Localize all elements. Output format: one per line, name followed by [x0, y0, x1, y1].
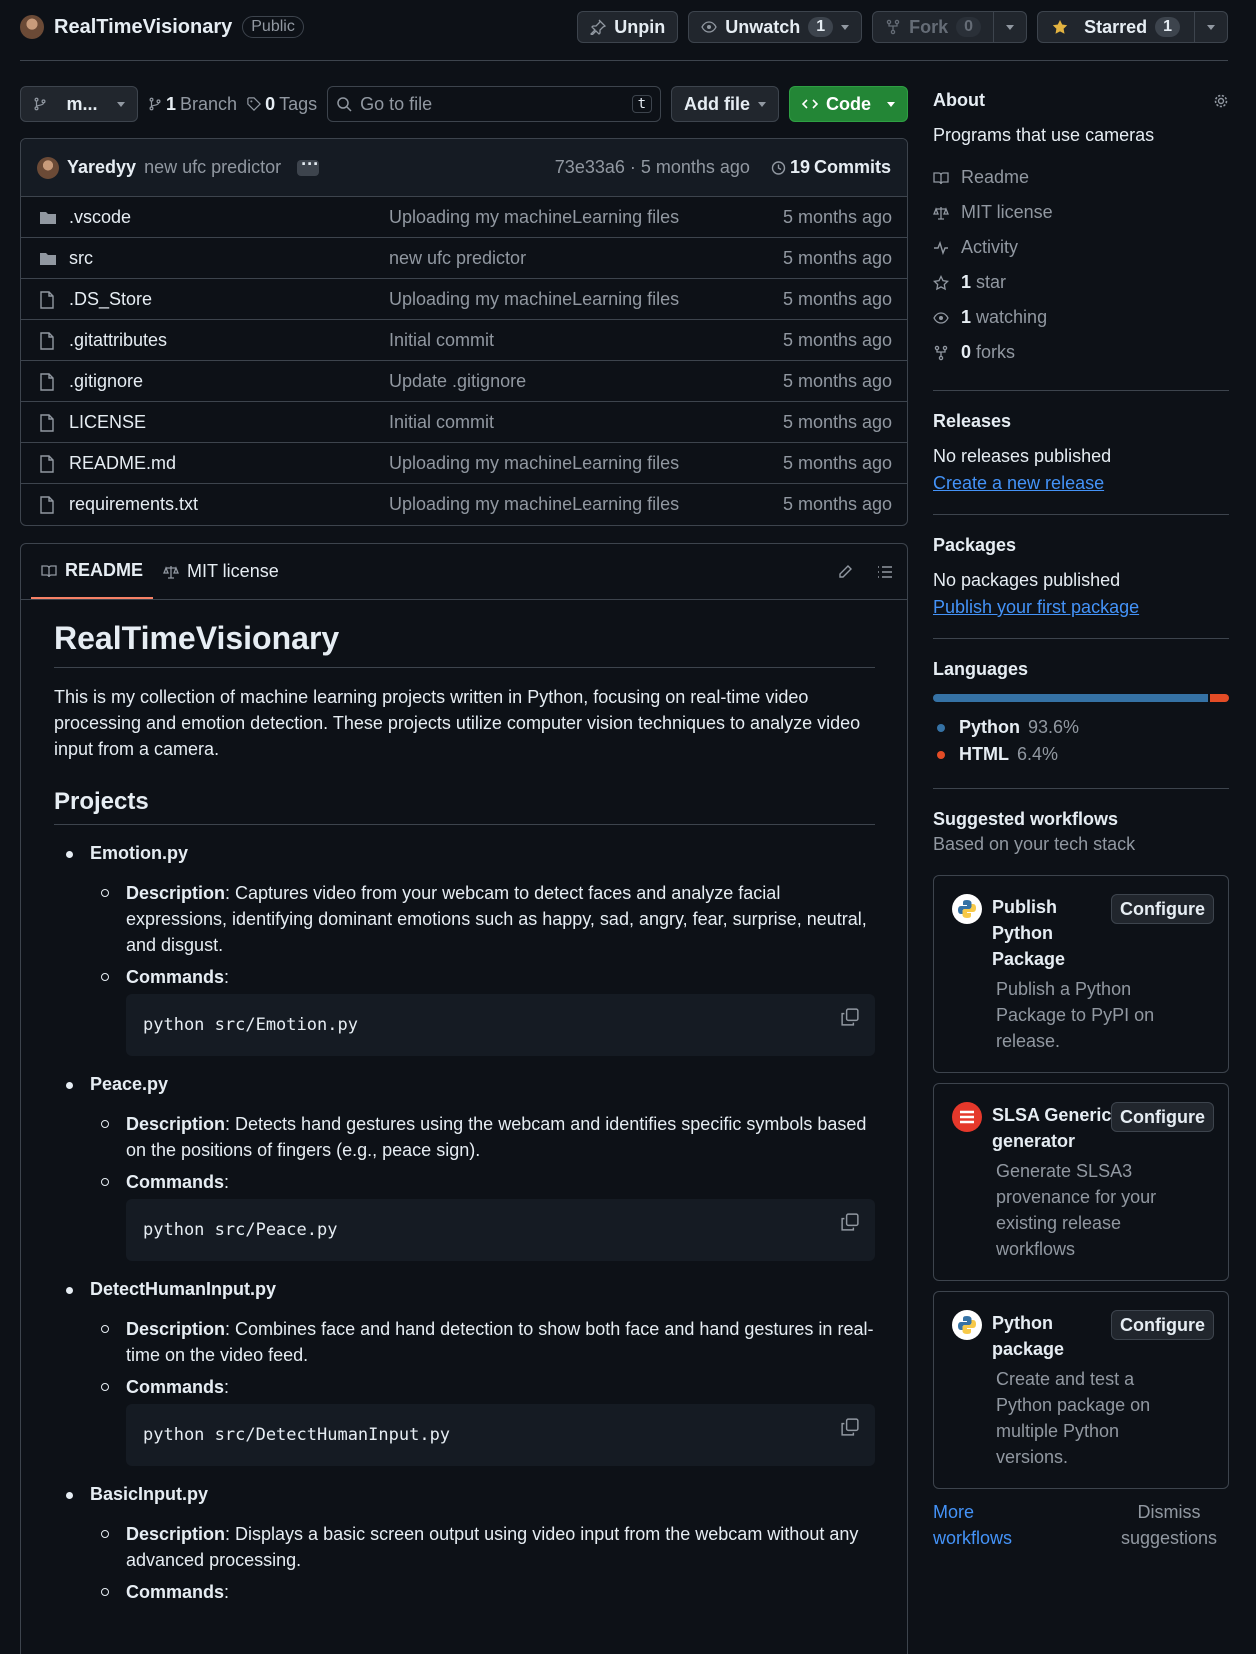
- readme-tabs: [21, 544, 907, 600]
- project-name: Emotion.py: [90, 843, 875, 864]
- file-commit-message[interactable]: Update .gitignore: [389, 370, 527, 391]
- commit-details-toggle[interactable]: [297, 160, 319, 176]
- project-description: [126, 880, 875, 958]
- language-list: [933, 714, 1229, 768]
- file-row: [21, 402, 907, 443]
- description-text: : Displays a basic screen output using video input from the webcam without any advanced processing.: [126, 1524, 859, 1570]
- project-description: [126, 1316, 875, 1368]
- language-dot: [937, 724, 945, 732]
- sidebar-forks-link[interactable]: [933, 335, 1229, 370]
- branch-count: 1: [166, 93, 177, 114]
- file-icon: [39, 291, 55, 309]
- file-commit-age: 5 months ago: [783, 452, 893, 473]
- language-dot: [937, 751, 945, 759]
- book-icon: [41, 563, 57, 579]
- pin-icon: [590, 19, 606, 35]
- file-name-link[interactable]: .gitattributes: [69, 329, 168, 350]
- workflow-title: Python package: [992, 1313, 1065, 1359]
- file-list: [21, 197, 907, 525]
- description-label: Description: [126, 883, 226, 903]
- file-commit-message[interactable]: Uploading my machineLearning files: [389, 452, 680, 473]
- go-to-file-input[interactable]: [327, 86, 661, 122]
- branch-name: m...: [66, 93, 98, 114]
- sidebar-readme-link[interactable]: [933, 160, 1229, 195]
- file-type-icon: [39, 330, 63, 351]
- about-description: Programs that use cameras: [933, 125, 1155, 145]
- file-row: [21, 484, 907, 525]
- fork-split-button: [872, 11, 1027, 43]
- file-commit-message[interactable]: Uploading my machineLearning files: [389, 494, 680, 514]
- latest-commit-bar: [21, 139, 907, 197]
- file-row: [21, 197, 907, 238]
- file-commit-message[interactable]: Initial commit: [389, 329, 495, 350]
- file-type-icon: [39, 453, 63, 474]
- fork-icon: [933, 345, 949, 361]
- file-name-link[interactable]: LICENSE: [69, 411, 147, 432]
- forks-count: 0: [961, 342, 972, 362]
- file-row: [21, 320, 907, 361]
- file-name-link[interactable]: src: [69, 247, 93, 268]
- file-row: [21, 361, 907, 402]
- eye-icon: [933, 310, 949, 326]
- fork-options-button[interactable]: [993, 11, 1027, 43]
- header-actions: [577, 11, 1228, 43]
- watching-label: watching: [976, 307, 1048, 327]
- sidebar-activity-label: Activity: [961, 237, 1019, 257]
- language-percent: 93.6%: [1028, 717, 1080, 737]
- fork-button[interactable]: [872, 11, 994, 43]
- configure-button[interactable]: Configure: [1111, 1310, 1214, 1340]
- chevron-down-icon: [887, 102, 895, 107]
- command-code-block: [126, 994, 875, 1056]
- file-commit-message[interactable]: Uploading my machineLearning files: [389, 206, 680, 227]
- unpin-button[interactable]: [577, 11, 678, 43]
- file-type-icon: [39, 371, 63, 392]
- add-file-button[interactable]: [671, 86, 779, 122]
- description-label: Description: [126, 1524, 226, 1544]
- chevron-down-icon: [1006, 25, 1014, 30]
- project-item: [90, 1074, 875, 1261]
- branch-select[interactable]: [20, 86, 138, 122]
- file-icon: [39, 332, 55, 350]
- project-commands: Commands:: [126, 1169, 875, 1195]
- dismiss-suggestions-button[interactable]: Dismiss suggestions: [1120, 1502, 1218, 1548]
- about-heading: About: [933, 90, 985, 110]
- commits-label: Commits: [813, 157, 891, 177]
- language-name: Python: [959, 717, 1020, 737]
- repo-header: [20, 12, 304, 42]
- unwatch-label: Unwatch: [725, 16, 801, 37]
- file-row: [21, 443, 907, 484]
- workflow-title: SLSA Generic generator: [992, 1105, 1112, 1151]
- sidebar-activity-link[interactable]: [933, 230, 1229, 265]
- watch-count: 1: [808, 17, 833, 37]
- commands-label: Commands: [126, 1172, 225, 1192]
- chevron-down-icon: [117, 102, 125, 107]
- language-bar: [933, 694, 1229, 702]
- file-name-link[interactable]: requirements.txt: [69, 494, 199, 514]
- sidebar-readme-label: Readme: [961, 167, 1030, 187]
- workflow-description: Publish a Python Package to PyPI on release.: [996, 979, 1155, 1051]
- description-text: : Combines face and hand detection to show both face and hand gestures in real-time on the video feed.: [126, 1319, 874, 1365]
- file-row: [21, 279, 907, 320]
- file-commit-age: 5 months ago: [783, 206, 893, 227]
- tag-icon: [247, 97, 261, 111]
- file-commit-age: 5 months ago: [783, 370, 893, 391]
- fork-icon: [885, 19, 901, 35]
- file-type-icon: [39, 494, 63, 515]
- sidebar: [933, 90, 1229, 1551]
- gear-icon[interactable]: [1213, 93, 1229, 109]
- file-icon: [39, 373, 55, 391]
- repo-toolbar: [20, 86, 908, 122]
- branches-link[interactable]: [148, 94, 237, 115]
- history-icon: [770, 160, 786, 176]
- workflow-cards: [933, 875, 1229, 1489]
- pulse-icon: [933, 240, 949, 256]
- code-icon: [802, 96, 818, 112]
- copy-icon[interactable]: [841, 1213, 859, 1231]
- star-filled-icon: [1052, 19, 1068, 35]
- releases-section: [933, 411, 1229, 515]
- readme-body: [21, 600, 907, 1605]
- create-release-link[interactable]: Create a new release: [933, 473, 1105, 493]
- go-to-file-placeholder: Go to file: [360, 93, 433, 114]
- commit-message[interactable]: new ufc predictor: [144, 157, 282, 177]
- file-type-icon: [39, 248, 63, 269]
- keyboard-shortcut-hint: t: [632, 95, 652, 113]
- file-icon: [39, 414, 55, 432]
- language-bar-segment: [933, 694, 1208, 702]
- language-item[interactable]: [933, 741, 1229, 768]
- file-icon: [39, 455, 55, 473]
- starred-label: Starred: [1084, 16, 1148, 37]
- language-bar-segment: [1210, 694, 1229, 702]
- branch-icon: [148, 97, 162, 111]
- workflow-title: Publish Python Package: [992, 897, 1066, 969]
- language-percent: 6.4%: [1016, 744, 1059, 764]
- workflows-heading: Suggested workflows: [933, 809, 1119, 829]
- tab-readme[interactable]: [31, 544, 153, 599]
- chevron-down-icon: [1207, 25, 1215, 30]
- project-name: BasicInput.py: [90, 1484, 875, 1505]
- workflows-subheading: Based on your tech stack: [933, 834, 1136, 854]
- law-icon: [163, 564, 179, 580]
- stars-label: star: [976, 272, 1007, 292]
- more-workflows-link[interactable]: More workflows: [933, 1502, 1013, 1548]
- file-table: [20, 138, 908, 526]
- folder-icon: [39, 210, 57, 226]
- workflow-description: Create and test a Python package on multiple Python versions.: [996, 1369, 1151, 1467]
- configure-button[interactable]: Configure: [1111, 894, 1214, 924]
- readme-tools: [837, 544, 893, 600]
- languages-heading: Languages: [933, 659, 1029, 679]
- python-logo-icon: [952, 1310, 982, 1340]
- python-logo-icon: [952, 894, 982, 924]
- readme-panel: [20, 543, 908, 1654]
- file-commit-age: 5 months ago: [783, 247, 893, 268]
- projects-list: [54, 843, 875, 1605]
- commit-author-avatar[interactable]: [37, 157, 59, 179]
- file-name-link[interactable]: README.md: [69, 452, 177, 473]
- commands-label: Commands: [126, 1377, 225, 1397]
- project-item: [90, 1279, 875, 1466]
- fork-label: Fork: [909, 16, 949, 37]
- sidebar-stars-link[interactable]: [933, 265, 1229, 300]
- publish-package-link[interactable]: Publish your first package: [933, 597, 1140, 617]
- eye-icon: [701, 19, 717, 35]
- law-icon: [933, 205, 949, 221]
- workflow-card: [933, 1083, 1229, 1281]
- projects-heading: Projects: [54, 788, 875, 825]
- slsa-logo-icon: [952, 1102, 982, 1132]
- command-code-block: [126, 1404, 875, 1466]
- file-type-icon: [39, 289, 63, 310]
- project-name: DetectHumanInput.py: [90, 1279, 875, 1300]
- stars-count: 1: [961, 272, 972, 292]
- releases-text: No releases published: [933, 446, 1112, 466]
- packages-text: No packages published: [933, 570, 1121, 590]
- branch-label: Branch: [180, 93, 238, 114]
- sidebar-watching-link[interactable]: [933, 300, 1229, 335]
- unpin-label: Unpin: [614, 16, 666, 37]
- commits-count: 19: [789, 157, 810, 177]
- header-divider: [20, 60, 1228, 61]
- file-name-link[interactable]: .vscode: [69, 206, 132, 227]
- copy-icon[interactable]: [841, 1418, 859, 1436]
- tag-label: Tags: [279, 93, 318, 114]
- watching-count: 1: [961, 307, 972, 327]
- command-code-block: [126, 1199, 875, 1261]
- language-name: HTML: [959, 744, 1009, 764]
- tab-license[interactable]: [153, 544, 289, 599]
- project-description: [126, 1521, 875, 1573]
- file-commit-message[interactable]: Uploading my machineLearning files: [389, 288, 680, 309]
- starred-button[interactable]: [1037, 11, 1195, 43]
- workflow-card: [933, 1291, 1229, 1489]
- forks-label: forks: [976, 342, 1016, 362]
- file-commit-age: 5 months ago: [783, 329, 893, 350]
- copy-icon[interactable]: [841, 1008, 859, 1026]
- project-commands: Commands:: [126, 964, 875, 990]
- readme-intro: This is my collection of machine learning projects written in Python, focusing on real-time video processing and emotion detection. These projects utilize computer vision techniques to analyze video input from a camera.: [54, 687, 861, 759]
- code-label: Code: [826, 93, 871, 114]
- visibility-badge: Public: [242, 16, 304, 38]
- commit-author[interactable]: Yaredyy: [67, 157, 137, 177]
- repo-title[interactable]: RealTimeVisionary: [54, 15, 233, 38]
- fork-count: 0: [956, 17, 981, 37]
- command-text: python src/Emotion.py: [143, 1015, 358, 1035]
- command-text: python src/DetectHumanInput.py: [143, 1425, 451, 1445]
- file-name-link[interactable]: .DS_Store: [69, 288, 153, 309]
- tag-count: 0: [265, 93, 276, 114]
- code-button[interactable]: [789, 86, 908, 122]
- languages-section: [933, 659, 1229, 789]
- file-icon: [39, 496, 55, 514]
- description-label: Description: [126, 1114, 226, 1134]
- packages-heading[interactable]: Packages: [933, 535, 1017, 555]
- star-icon: [933, 275, 949, 291]
- unwatch-button[interactable]: [688, 11, 862, 43]
- tab-readme-label: README: [65, 560, 144, 580]
- pencil-icon[interactable]: [837, 564, 853, 580]
- file-row: [21, 238, 907, 279]
- star-options-button[interactable]: [1194, 11, 1228, 43]
- about-section: [933, 90, 1229, 391]
- branch-icon: [33, 97, 47, 111]
- chevron-down-icon: [758, 102, 766, 107]
- workflows-footer: [933, 1499, 1229, 1551]
- folder-icon: [39, 251, 57, 267]
- file-commit-message[interactable]: Initial commit: [389, 411, 495, 432]
- star-split-button: [1037, 11, 1228, 43]
- sidebar-license-label: MIT license: [961, 202, 1053, 222]
- tags-link[interactable]: [247, 94, 317, 115]
- file-commit-message[interactable]: new ufc predictor: [389, 247, 527, 268]
- about-heading-row: [933, 90, 1229, 111]
- file-type-icon: [39, 207, 63, 228]
- search-icon: [336, 96, 352, 112]
- packages-section: [933, 535, 1229, 639]
- description-label: Description: [126, 1319, 226, 1339]
- chevron-down-icon: [841, 25, 849, 30]
- configure-button[interactable]: Configure: [1111, 1102, 1214, 1132]
- readme-title: RealTimeVisionary: [54, 620, 875, 668]
- project-item: [90, 1484, 875, 1605]
- command-text: python src/Peace.py: [143, 1220, 338, 1240]
- file-commit-age: 5 months ago: [783, 494, 893, 514]
- file-commit-age: 5 months ago: [783, 411, 893, 432]
- workflow-description: Generate SLSA3 provenance for your existing release workflows: [996, 1161, 1157, 1259]
- commands-label: Commands: [126, 1582, 225, 1602]
- tab-license-label: MIT license: [187, 561, 279, 581]
- file-commit-age: 5 months ago: [783, 288, 893, 309]
- description-text: : Captures video from your webcam to detect faces and analyze facial expressions, identifying dominant emotions such as happy, sad, angry, fear, surprise, neutral, and disgust.: [126, 883, 867, 955]
- file-name-link[interactable]: .gitignore: [69, 370, 144, 391]
- owner-avatar[interactable]: [20, 15, 44, 39]
- commits-history-link[interactable]: [770, 157, 891, 178]
- project-description: [126, 1111, 875, 1163]
- list-outline-icon[interactable]: [877, 564, 893, 580]
- project-item: [90, 843, 875, 1056]
- commands-label: Commands: [126, 967, 225, 987]
- commit-meta[interactable]: 73e33a6 · 5 months ago: [554, 157, 750, 177]
- add-file-label: Add file: [684, 93, 750, 114]
- sidebar-license-link[interactable]: [933, 195, 1229, 230]
- language-item[interactable]: [933, 714, 1229, 741]
- project-commands: Commands:: [126, 1374, 875, 1400]
- project-commands: Commands:: [126, 1579, 875, 1605]
- star-count: 1: [1155, 17, 1180, 37]
- workflows-section: [933, 809, 1229, 1551]
- workflow-card: [933, 875, 1229, 1073]
- description-text: : Detects hand gestures using the webcam and identifies specific symbols based on the positions of fingers (e.g., peace sign).: [126, 1114, 867, 1160]
- file-type-icon: [39, 412, 63, 433]
- project-name: Peace.py: [90, 1074, 875, 1095]
- releases-heading[interactable]: Releases: [933, 411, 1012, 431]
- book-icon: [933, 170, 949, 186]
